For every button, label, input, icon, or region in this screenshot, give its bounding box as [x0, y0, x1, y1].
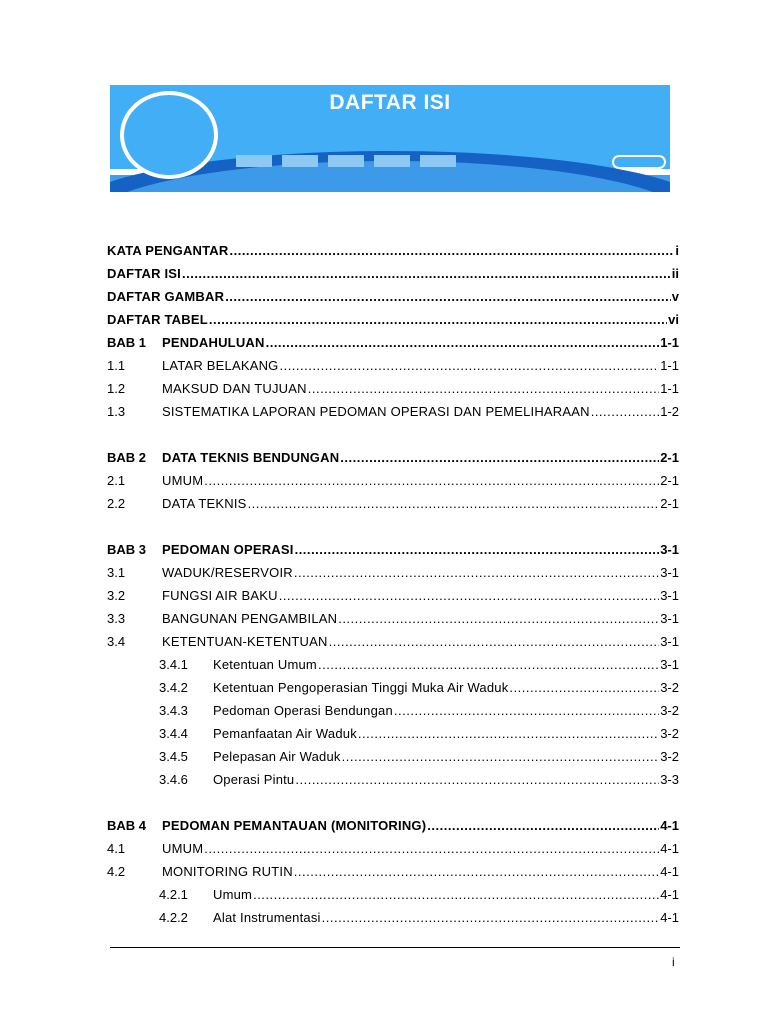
- toc-entry-number: 3.4.3: [159, 703, 188, 718]
- toc-entry-label: Ketentuan Umum: [213, 657, 317, 672]
- toc-entry-number: 3.4.1: [159, 657, 188, 672]
- toc-entry[interactable]: [107, 679, 679, 697]
- footer-divider: [110, 947, 680, 948]
- toc-entry-number: 1.3: [107, 404, 126, 419]
- toc-entry-label: SISTEMATIKA LAPORAN PEDOMAN OPERASI DAN PEMELIHARAAN: [162, 404, 590, 419]
- toc-entry-label: DATA TEKNIS BENDUNGAN: [162, 450, 340, 465]
- toc-entry-number: BAB 2: [107, 450, 147, 465]
- toc-entry-page: 1-1: [660, 381, 679, 396]
- footer-page-number: i: [672, 955, 675, 969]
- toc-entry[interactable]: [107, 840, 679, 858]
- toc-entry[interactable]: [107, 334, 679, 352]
- toc-entry[interactable]: [107, 817, 679, 835]
- toc-entry-page: 3-1: [660, 588, 679, 603]
- toc-dot-leader: [295, 541, 660, 559]
- toc-entry-label: Alat Instrumentasi: [213, 910, 321, 925]
- toc-entry[interactable]: [107, 863, 679, 881]
- toc-entry-label: MONITORING RUTIN: [162, 864, 293, 879]
- toc-entry[interactable]: [107, 288, 679, 306]
- toc-entry-label: UMUM: [162, 841, 204, 856]
- toc-dot-leader: [225, 288, 671, 306]
- banner-tab-placeholders: [236, 155, 456, 167]
- toc-entry-page: 3-1: [660, 611, 679, 626]
- toc-entry-page: 2-1: [660, 450, 679, 465]
- tab-placeholder: [236, 155, 272, 167]
- toc-dot-leader: [342, 748, 660, 766]
- toc-entry-page: 2-1: [660, 473, 679, 488]
- toc-dot-leader: [266, 334, 660, 352]
- toc-entry-label: DATA TEKNIS: [162, 496, 247, 511]
- toc-entry-number: 3.4.2: [159, 680, 188, 695]
- toc-entry-page: 3-3: [660, 772, 679, 787]
- toc-dot-leader: [279, 587, 660, 605]
- toc-entry-page: ii: [671, 266, 679, 281]
- toc-entry-page: v: [671, 289, 679, 304]
- toc-entry-label: FUNGSI AIR BAKU: [162, 588, 278, 603]
- toc-entry-label: Pedoman Operasi Bendungan: [213, 703, 393, 718]
- toc-entry-page: 3-2: [660, 703, 679, 718]
- toc-entry-page: vi: [668, 312, 679, 327]
- toc-entry-page: 3-2: [660, 726, 679, 741]
- toc-dot-leader: [329, 633, 660, 651]
- toc-entry-page: 3-2: [660, 680, 679, 695]
- tab-placeholder: [420, 155, 456, 167]
- toc-dot-leader: [204, 472, 659, 490]
- toc-dot-leader: [294, 863, 659, 881]
- toc-dot-leader: [295, 771, 659, 789]
- toc-entry[interactable]: [107, 242, 679, 260]
- toc-entry-label: KATA PENGANTAR: [107, 243, 229, 258]
- toc-entry-label: MAKSUD DAN TUJUAN: [162, 381, 307, 396]
- toc-entry-number: BAB 1: [107, 335, 147, 350]
- toc-entry-page: 3-1: [660, 542, 679, 557]
- toc-entry[interactable]: [107, 725, 679, 743]
- toc-entry-label: KETENTUAN-KETENTUAN: [162, 634, 328, 649]
- toc-entry-label: PEDOMAN OPERASI: [162, 542, 294, 557]
- toc-entry-number: 3.4.5: [159, 749, 188, 764]
- toc-entry-label: DAFTAR GAMBAR: [107, 289, 225, 304]
- toc-dot-leader: [204, 840, 659, 858]
- toc-dot-leader: [509, 679, 659, 697]
- toc-entry[interactable]: [107, 472, 679, 490]
- header-banner: [110, 85, 670, 192]
- toc-dot-leader: [358, 725, 659, 743]
- toc-entry-number: 4.2.2: [159, 910, 188, 925]
- toc-entry-number: 2.2: [107, 496, 126, 511]
- toc-entry[interactable]: [107, 587, 679, 605]
- toc-entry-number: 3.1: [107, 565, 126, 580]
- toc-entry-label: UMUM: [162, 473, 204, 488]
- toc-entry[interactable]: [107, 771, 679, 789]
- toc-entry[interactable]: [107, 886, 679, 904]
- toc-entry-page: 1-2: [660, 404, 679, 419]
- toc-dot-leader: [394, 702, 659, 720]
- toc-entry[interactable]: [107, 633, 679, 651]
- tab-placeholder: [328, 155, 364, 167]
- toc-entry-page: 4-1: [660, 864, 679, 879]
- toc-entry-number: 3.4: [107, 634, 126, 649]
- toc-entry[interactable]: [107, 748, 679, 766]
- toc-entry-number: 3.2: [107, 588, 126, 603]
- toc-entry-page: i: [675, 243, 679, 258]
- toc-entry-label: LATAR BELAKANG: [162, 358, 279, 373]
- toc-entry-number: 3.3: [107, 611, 126, 626]
- toc-entry-page: 1-1: [660, 335, 679, 350]
- toc-dot-leader: [340, 449, 659, 467]
- toc-entry-label: PEDOMAN PEMANTAUAN (MONITORING): [162, 818, 427, 833]
- toc-entry-label: BANGUNAN PENGAMBILAN: [162, 611, 338, 626]
- toc-entry-label: Umum: [213, 887, 253, 902]
- toc-entry-page: 1-1: [660, 358, 679, 373]
- toc-entry[interactable]: [107, 403, 679, 421]
- toc-entry-number: 1.1: [107, 358, 126, 373]
- toc-dot-leader: [591, 403, 660, 421]
- tab-placeholder: [374, 155, 410, 167]
- toc-entry-page: 2-1: [660, 496, 679, 511]
- toc-entry[interactable]: [107, 449, 679, 467]
- toc-entry-number: 4.2: [107, 864, 126, 879]
- toc-dot-leader: [279, 357, 659, 375]
- toc-entry-number: BAB 4: [107, 818, 147, 833]
- toc-entry-label: Pemanfaatan Air Waduk: [213, 726, 357, 741]
- toc-entry-label: DAFTAR TABEL: [107, 312, 208, 327]
- toc-entry-page: 3-1: [660, 565, 679, 580]
- toc-dot-leader: [209, 311, 667, 329]
- toc-entry[interactable]: [107, 656, 679, 674]
- toc-entry[interactable]: [107, 311, 679, 329]
- toc-entry-page: 3-1: [660, 634, 679, 649]
- tab-placeholder: [282, 155, 318, 167]
- toc-entry-label: DAFTAR ISI: [107, 266, 181, 281]
- toc-entry-page: 4-1: [660, 887, 679, 902]
- toc-dot-leader: [248, 495, 660, 513]
- toc-entry[interactable]: [107, 541, 679, 559]
- toc-dot-leader: [308, 380, 659, 398]
- toc-entry-number: 3.4.6: [159, 772, 188, 787]
- toc-entry[interactable]: [107, 909, 679, 927]
- toc-dot-leader: [294, 564, 659, 582]
- toc-entry-label: Pelepasan Air Waduk: [213, 749, 341, 764]
- toc-entry-label: Operasi Pintu: [213, 772, 295, 787]
- toc-dot-leader: [427, 817, 659, 835]
- toc-entry-number: 4.2.1: [159, 887, 188, 902]
- page-title: DAFTAR ISI: [329, 91, 451, 114]
- toc-entry[interactable]: [107, 357, 679, 375]
- toc-entry[interactable]: [107, 564, 679, 582]
- toc-entry-number: 2.1: [107, 473, 126, 488]
- toc-entry[interactable]: [107, 495, 679, 513]
- toc-entry-label: Ketentuan Pengoperasian Tinggi Muka Air Waduk: [213, 680, 509, 695]
- toc-entry-page: 3-1: [660, 657, 679, 672]
- toc-entry[interactable]: [107, 610, 679, 628]
- toc-entry-number: BAB 3: [107, 542, 147, 557]
- toc-entry-page: 4-1: [660, 910, 679, 925]
- toc-entry-label: PENDAHULUAN: [162, 335, 265, 350]
- toc-dot-leader: [338, 610, 659, 628]
- toc-entry[interactable]: [107, 265, 679, 283]
- toc-entry-number: 4.1: [107, 841, 126, 856]
- toc-entry-label: WADUK/RESERVOIR: [162, 565, 293, 580]
- toc-entry-number: 1.2: [107, 381, 126, 396]
- toc-dot-leader: [318, 656, 659, 674]
- toc-dot-leader: [182, 265, 671, 283]
- toc-dot-leader: [322, 909, 660, 927]
- toc-dot-leader: [253, 886, 659, 904]
- toc-entry[interactable]: [107, 702, 679, 720]
- toc-entry-page: 4-1: [660, 818, 679, 833]
- toc-dot-leader: [229, 242, 674, 260]
- toc-entry-page: 4-1: [660, 841, 679, 856]
- toc-entry[interactable]: [107, 380, 679, 398]
- search-pill-icon: [612, 155, 666, 169]
- toc-entry-number: 3.4.4: [159, 726, 188, 741]
- toc-entry-page: 3-2: [660, 749, 679, 764]
